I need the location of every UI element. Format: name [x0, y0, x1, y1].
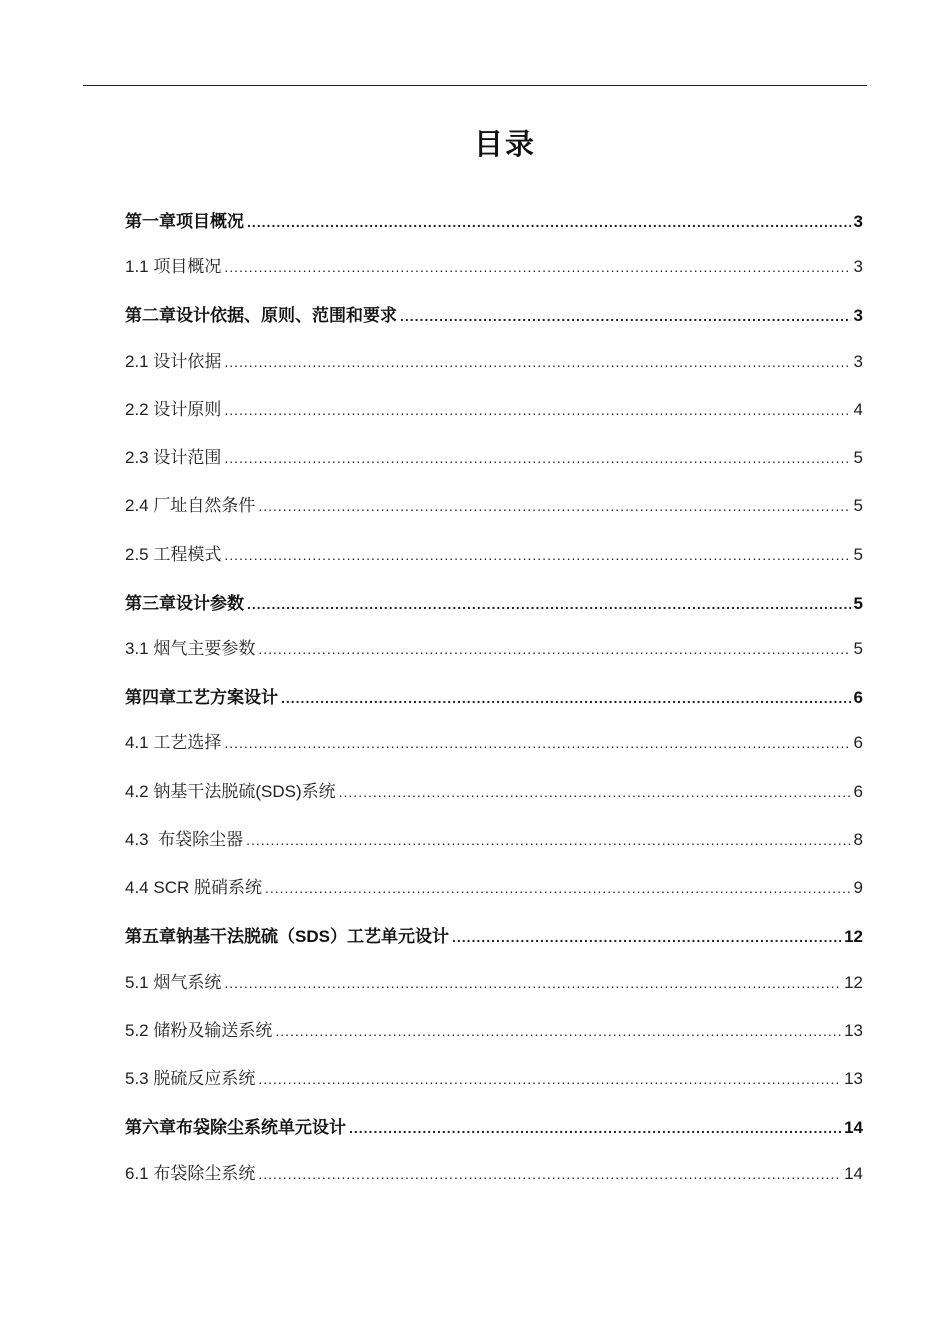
toc-chapter-entry[interactable]	[125, 302, 863, 330]
toc-dot-leader	[258, 1065, 841, 1093]
toc-section-entry[interactable]	[125, 492, 863, 520]
toc-page-number: 9	[853, 878, 863, 897]
toc-dot-leader	[281, 684, 851, 712]
toc-section-entry[interactable]	[125, 253, 863, 281]
toc-section-entry[interactable]	[125, 635, 863, 663]
toc-entry-label: 4.2 钠基干法脱硫(SDS)系统	[125, 782, 336, 801]
toc-page-number: 13	[844, 1069, 863, 1088]
toc-dot-leader	[224, 541, 850, 569]
toc-dot-leader	[224, 396, 850, 424]
toc-page-number: 12	[844, 927, 863, 946]
page-title: 目录	[473, 129, 536, 161]
toc-dot-leader	[452, 923, 841, 951]
toc-dot-leader	[349, 1114, 841, 1142]
toc-dot-leader	[224, 729, 850, 757]
toc-section-entry[interactable]	[125, 969, 863, 997]
toc-entry-label: 5.3 脱硫反应系统	[125, 1069, 256, 1088]
toc-dot-leader	[247, 590, 851, 618]
toc-entry-label: 2.2 设计原则	[125, 400, 222, 419]
toc-dot-leader	[339, 778, 851, 806]
toc-page-number: 12	[844, 973, 863, 992]
toc-entry-label: 2.3 设计范围	[125, 448, 222, 467]
toc-entry-label: 3.1 烟气主要参数	[125, 639, 256, 658]
toc-page-number: 5	[853, 448, 863, 467]
toc-section-entry[interactable]	[125, 1065, 863, 1093]
toc-dot-leader	[265, 874, 851, 902]
toc-entry-label: 第六章布袋除尘系统单元设计	[125, 1118, 346, 1137]
toc-page-number: 3	[853, 352, 863, 371]
toc-page-number: 4	[853, 400, 863, 419]
toc-section-entry[interactable]	[125, 1160, 863, 1188]
toc-dot-leader	[258, 635, 850, 663]
toc-section-entry[interactable]	[125, 348, 863, 376]
toc-section-entry[interactable]	[125, 1017, 863, 1045]
toc-entry-label: 第三章设计参数	[125, 594, 244, 613]
toc-chapter-entry[interactable]	[125, 590, 863, 618]
toc-page-number: 14	[844, 1164, 863, 1183]
toc-page-number: 5	[853, 496, 863, 515]
toc-dot-leader	[258, 1160, 841, 1188]
toc-dot-leader	[224, 348, 850, 376]
toc-page-number: 8	[853, 830, 863, 849]
toc-page-number: 5	[853, 594, 863, 613]
toc-dot-leader	[400, 302, 851, 330]
toc-page-number: 3	[853, 212, 863, 231]
toc-chapter-entry[interactable]	[125, 684, 863, 712]
toc-entry-label: 第四章工艺方案设计	[125, 688, 278, 707]
toc-page-number: 5	[853, 545, 863, 564]
toc-dot-leader	[247, 208, 851, 236]
toc-entry-label: 2.5 工程模式	[125, 545, 222, 564]
header-rule	[83, 85, 867, 86]
toc-dot-leader	[246, 826, 850, 854]
toc-page-number: 3	[853, 257, 863, 276]
toc-section-entry[interactable]	[125, 778, 863, 806]
toc-entry-label: 6.1 布袋除尘系统	[125, 1164, 256, 1183]
toc-dot-leader	[224, 444, 850, 472]
toc-page-number: 14	[844, 1118, 863, 1137]
toc-entry-label: 5.2 储粉及输送系统	[125, 1021, 273, 1040]
toc-entry-label: 2.1 设计依据	[125, 352, 222, 371]
toc-entry-label: 4.1 工艺选择	[125, 733, 222, 752]
toc-dot-leader	[224, 969, 841, 997]
toc-section-entry[interactable]	[125, 826, 863, 854]
toc-page-number: 6	[853, 733, 863, 752]
toc-section-entry[interactable]	[125, 444, 863, 472]
toc-entry-label: 第二章设计依据、原则、范围和要求	[125, 306, 397, 325]
toc-dot-leader	[275, 1017, 841, 1045]
toc-page-number: 5	[853, 639, 863, 658]
toc-entry-label: 5.1 烟气系统	[125, 973, 222, 992]
toc-entry-label: 4.4 SCR 脱硝系统	[125, 878, 262, 897]
toc-entry-label: 4.3 布袋除尘器	[125, 830, 244, 849]
toc-entry-label: 2.4 厂址自然条件	[125, 496, 256, 515]
toc-chapter-entry[interactable]	[125, 923, 863, 951]
toc-dot-leader	[224, 253, 850, 281]
toc-page-number: 6	[853, 688, 863, 707]
toc-entry-label: 1.1 项目概况	[125, 257, 222, 276]
toc-section-entry[interactable]	[125, 396, 863, 424]
toc-entry-label: 第五章钠基干法脱硫（SDS）工艺单元设计	[125, 927, 449, 946]
toc-chapter-entry[interactable]	[125, 208, 863, 236]
toc-chapter-entry[interactable]	[125, 1114, 863, 1142]
toc-page-number: 6	[853, 782, 863, 801]
toc-section-entry[interactable]	[125, 729, 863, 757]
toc-page-number: 3	[853, 306, 863, 325]
toc-page-number: 13	[844, 1021, 863, 1040]
toc-dot-leader	[258, 492, 850, 520]
toc-entry-label: 第一章项目概况	[125, 212, 244, 231]
toc-section-entry[interactable]	[125, 541, 863, 569]
toc-section-entry[interactable]	[125, 874, 863, 902]
